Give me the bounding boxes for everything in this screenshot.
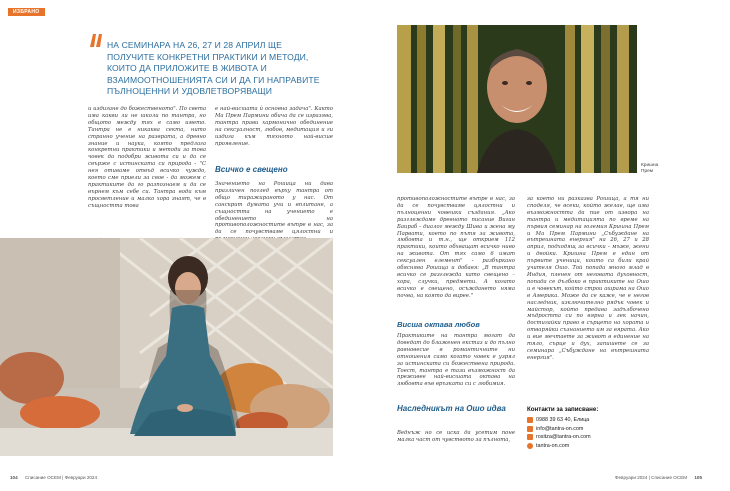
contacts-box <box>527 406 652 451</box>
column-3-end-text: Веднъж но се иска да усетим поне малка част от чувството за пълнота, <box>397 430 515 443</box>
email-icon <box>527 434 533 440</box>
footer-left: 104 Списание ОСЕМ | Февруари 2024 <box>10 475 98 480</box>
email-icon <box>527 426 533 432</box>
woman-photo <box>0 238 333 456</box>
heading-octave: Висша октава любов <box>397 320 480 329</box>
contact-phone[interactable]: 0988 39 63 40, Елица <box>527 417 652 423</box>
column-3-top-text: противоположностите вътре в нас, за да се почувстваме цялостни и пълноценни човешки създания. „Ако разглеждаме древното писание Виган Баираб - диалог между Шива и жена му Парвати, което по пътя за живота, любовта и т.н., ще открием 112 практики, които обхващат всичко ниво на живота. От тях само 6 имат сексуален елемент" - разбъркано обяснява Рошица и добавя: „В тантра всичко се разглежда като свещено – хора, случки, предмети. А когато всичко е свещено, осъждането няма почва, на която да вирее." <box>397 196 515 299</box>
heading-sacred: Всичко е свещено <box>215 165 288 174</box>
man-photo <box>397 25 637 173</box>
column-2-bottom-text: Значението на Рошица ни дава празличен поглед върху тантра от общо тиражираното у нас. От санскрит думата учи и вплитане, а същността на учението е обединението на противоположностите вътре в нас, за да се почувстваме цялостни и <box>215 181 333 236</box>
footer-right: Февруари 2024 | Списание ОСЕМ 105 <box>615 475 703 480</box>
contact-email-rositza[interactable]: rositza@tantra-on.com <box>527 434 652 440</box>
photo-caption: Кришна Прем <box>641 163 659 174</box>
contact-email-info[interactable]: info@tantra-on.com <box>527 426 652 432</box>
quote-mark-icon <box>89 32 103 46</box>
pull-quote: НА СЕМИНАРА НА 26, 27 И 28 АПРИЛ ЩЕ ПОЛУЧИТЕ КОНКРЕТНИ ПРАКТИКИ И МЕТОДИ, КОИТО ДА ПРИЛОЖИТЕ В ЖИВОТА И ВЗАИМООТНОШЕНИЯТА СИ И ДА ГИ НАПРАВИТЕ ПЪЛНОЦЕННИ И УДОВЛЕТВОРЯВАЩИ <box>107 40 320 97</box>
column-2-top-text: е най-висшата ѝ основна задача". Както Ма Прем Пармини обича да се изразява, тантра прави хармонично обединение на сексуалност, любов, медитация и ги издига към тяхното най-висше проявление. <box>215 106 333 147</box>
heading-heir: Наследникът на Ошо идва <box>397 404 506 413</box>
contacts-title: Контакти за записване: <box>527 406 599 413</box>
column-1-text: и издигане до божественото". По света има какви ли не школи по тантра, но общото между тях е само името. Тантра не е никаква секта, нито странно учение на разврата, а древно знание и наука, която предлага конкретни практики и методи за това човек да подобри живота си и да се свърже с истинската си природа - "С нея отиваме отвъд всичко чуждо, което сме приели за свое - да можем с практиките да го разпознаем и да се върнем към себе си. Тантра води към просветление и малко хора знаят, че в същността това <box>88 106 206 209</box>
column-3-bottom-text: Практиките на тантра могат да доведат до блаженен екстаз и до пълно равновесие в романтичните ни отношения само когато човек е узрял за истинската си божествена природа. Тоест, тантра е тази възможност да преживее най-висшата октава на любовта във връзката си с любимия. <box>397 333 515 388</box>
phone-icon <box>527 417 533 423</box>
contact-website[interactable]: tantra-on.com <box>527 443 652 449</box>
column-4-text: за което ни разказва Рошица, а тя ни споделя, че всеки, който желае, ще има възможността да пие от извора на тантра и медитацията по време на първия семинар на големия Кришна Прем и Ма Прем Пармини „Събуждане на вътрешната енергия" на 26, 27 и 28 април, подходящ за всички - мъже, жени и двойки. Кришна Прем е един от първите ученици, които са били край учителя Ошо. Той попада много млад в Индия, пленен от неговата духовност, попада се дълбоко в практиките на Ошо и е човекът, който строи ашрама на Ошо в Америка. Може да се каже, че е негов наследник, изключително рядък човек и майстор, който предава задълбочено мъдростта си по вярна и лек начин, достигайки право в сърцето на хората и отваряйки съзнанието им за вярата. Ако и вие мечтаете за живот в единение на тяло, сърце и дух, запишете се за семинара „Събуждане на вътрешната енергия". <box>527 196 649 361</box>
section-tag: ИЗБРАНО <box>8 8 45 16</box>
globe-icon <box>527 443 533 449</box>
